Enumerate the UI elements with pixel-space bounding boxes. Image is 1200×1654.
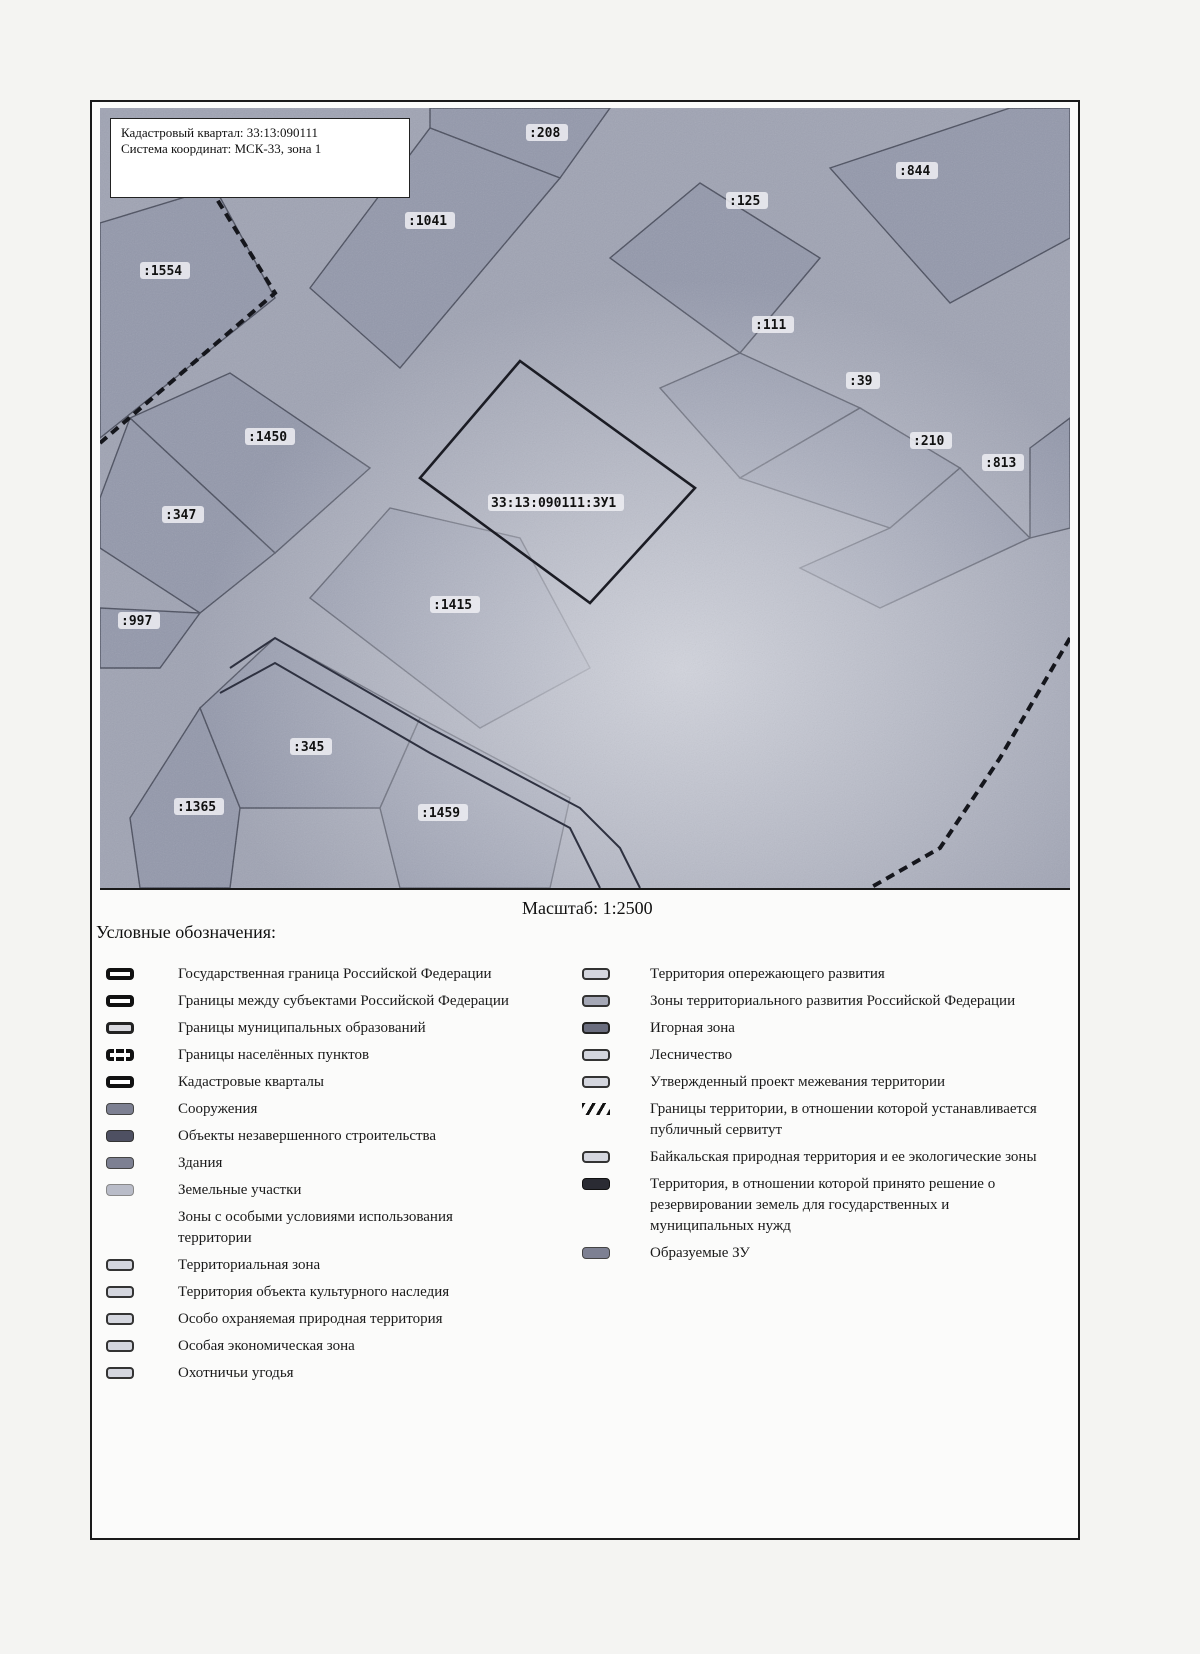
legend-item — [106, 1336, 526, 1357]
legend-item — [582, 1174, 1052, 1237]
legend-item — [582, 964, 1052, 985]
cadastral-map[interactable] — [100, 108, 1070, 890]
legend-swatch-icon — [582, 968, 610, 980]
legend-item — [106, 1099, 526, 1120]
parcel-label: :1415 — [433, 598, 473, 613]
legend-label: Образуемые ЗУ — [650, 1245, 750, 1261]
legend-label: Здания — [178, 1155, 223, 1171]
legend-label: Зоны территориального развития Российской Федерации — [650, 993, 1016, 1009]
legend-label: Границы между субъектами Российской Федерации — [178, 993, 509, 1009]
coordinate-system: Система координат: МСК-33, зона 1 — [121, 141, 322, 156]
legend-label: Утвержденный проект межевания территории — [650, 1074, 946, 1090]
legend-swatch-icon — [106, 1340, 134, 1352]
legend-label: Границы населённых пунктов — [178, 1047, 370, 1063]
legend-swatch-icon — [582, 1151, 610, 1163]
parcel-label: :125 — [729, 194, 761, 209]
legend-item — [106, 1072, 526, 1093]
legend-label: Земельные участки — [178, 1182, 302, 1198]
legend-item — [106, 1282, 526, 1303]
legend-item — [582, 1018, 1052, 1039]
legend-label: Территория объекта культурного наследия — [178, 1284, 450, 1300]
legend-item — [106, 1309, 526, 1330]
legend-item — [106, 1255, 526, 1276]
legend-item — [106, 1180, 526, 1201]
legend-swatch-icon — [106, 1313, 134, 1325]
legend-label: Особая экономическая зона — [178, 1338, 355, 1354]
legend-item — [582, 1243, 1052, 1264]
legend-item — [582, 1072, 1052, 1093]
legend-label: Территория опережающего развития — [650, 966, 885, 982]
legend-item — [106, 1126, 526, 1147]
parcel-label-zu1: 33:13:090111:ЗУ1 — [491, 496, 617, 511]
legend-swatch-icon — [106, 1022, 134, 1034]
legend-title: Условные обозначения: — [96, 922, 277, 942]
legend-item — [582, 991, 1052, 1012]
legend-swatch-icon — [582, 1076, 610, 1088]
legend-item — [582, 1147, 1052, 1168]
legend-label: Территориальная зона — [178, 1257, 321, 1273]
map-scale: Масштаб: 1:2500 — [522, 898, 653, 918]
legend-item — [106, 991, 526, 1012]
legend-swatch-icon — [582, 1247, 610, 1259]
legend-swatch-icon — [106, 1286, 134, 1298]
legend-right-column — [582, 964, 1052, 1270]
legend-swatch-icon — [106, 1367, 134, 1379]
legend-label: Охотничьи угодья — [178, 1365, 294, 1381]
legend-label: Игорная зона — [650, 1020, 735, 1036]
legend-swatch-icon — [106, 1130, 134, 1142]
parcel-label: :1365 — [177, 800, 217, 815]
parcel-label: :1459 — [421, 806, 461, 821]
legend-item — [582, 1099, 1052, 1141]
legend-swatch-icon — [106, 1259, 134, 1271]
parcel-label: :111 — [755, 318, 787, 333]
legend-item — [106, 964, 526, 985]
legend-swatch-icon — [106, 1076, 134, 1088]
parcel-label: :345 — [293, 740, 325, 755]
parcel-label: :997 — [121, 614, 153, 629]
legend-swatch-icon — [106, 1184, 134, 1196]
legend-label: Байкальская природная территория и ее экологические зоны — [650, 1149, 1037, 1165]
cadastral-sheet — [90, 100, 1080, 1540]
legend-swatch-icon — [582, 995, 610, 1007]
legend-label: Государственная граница Российской Федерации — [178, 966, 492, 982]
legend-item — [582, 1045, 1052, 1066]
legend-swatch-icon — [106, 1211, 134, 1223]
parcel-label: :844 — [899, 164, 931, 179]
parcel-label: :1450 — [248, 430, 288, 445]
parcel-label: :347 — [165, 508, 197, 523]
legend-swatch-icon — [582, 1178, 610, 1190]
legend-item — [106, 1018, 526, 1039]
legend-label: Кадастровые кварталы — [178, 1074, 324, 1090]
legend-swatch-icon — [582, 1022, 610, 1034]
legend-label: Зоны с особыми условиями использования территории — [178, 1209, 453, 1246]
legend-left-column — [106, 964, 526, 1390]
cadastral-quarter: Кадастровый квартал: 33:13:090111 — [121, 125, 319, 140]
parcel-label: :1554 — [143, 264, 183, 279]
legend-label: Лесничество — [650, 1047, 733, 1063]
legend-item — [106, 1363, 526, 1384]
legend-swatch-icon — [106, 968, 134, 980]
legend-label: Объекты незавершенного строительства — [178, 1128, 437, 1144]
legend-swatch-icon — [106, 1049, 134, 1061]
info-box — [110, 118, 410, 198]
legend-item — [106, 1045, 526, 1066]
parcel-label: :1041 — [408, 214, 448, 229]
legend-label: Особо охраняемая природная территория — [178, 1311, 443, 1327]
parcel-label: :210 — [913, 434, 945, 449]
parcel-label: :208 — [529, 126, 561, 141]
legend-item — [106, 1153, 526, 1174]
parcel-label: :813 — [985, 456, 1017, 471]
legend-swatch-icon — [582, 1049, 610, 1061]
legend-swatch-icon — [106, 995, 134, 1007]
legend-swatch-icon — [106, 1157, 134, 1169]
parcel-label: :39 — [849, 374, 873, 389]
legend-label: Сооружения — [178, 1101, 258, 1117]
legend-swatch-icon — [582, 1103, 610, 1115]
legend-label: Территория, в отношении которой принято решение о резервировании земель для государственных и муниципальных нужд — [650, 1176, 996, 1234]
legend-label: Границы территории, в отношении которой устанавливается публичный сервитут — [650, 1101, 1037, 1138]
legend-label: Границы муниципальных образований — [178, 1020, 426, 1036]
map-canvas — [100, 108, 1070, 888]
legend-swatch-icon — [106, 1103, 134, 1115]
legend-item — [106, 1207, 526, 1249]
